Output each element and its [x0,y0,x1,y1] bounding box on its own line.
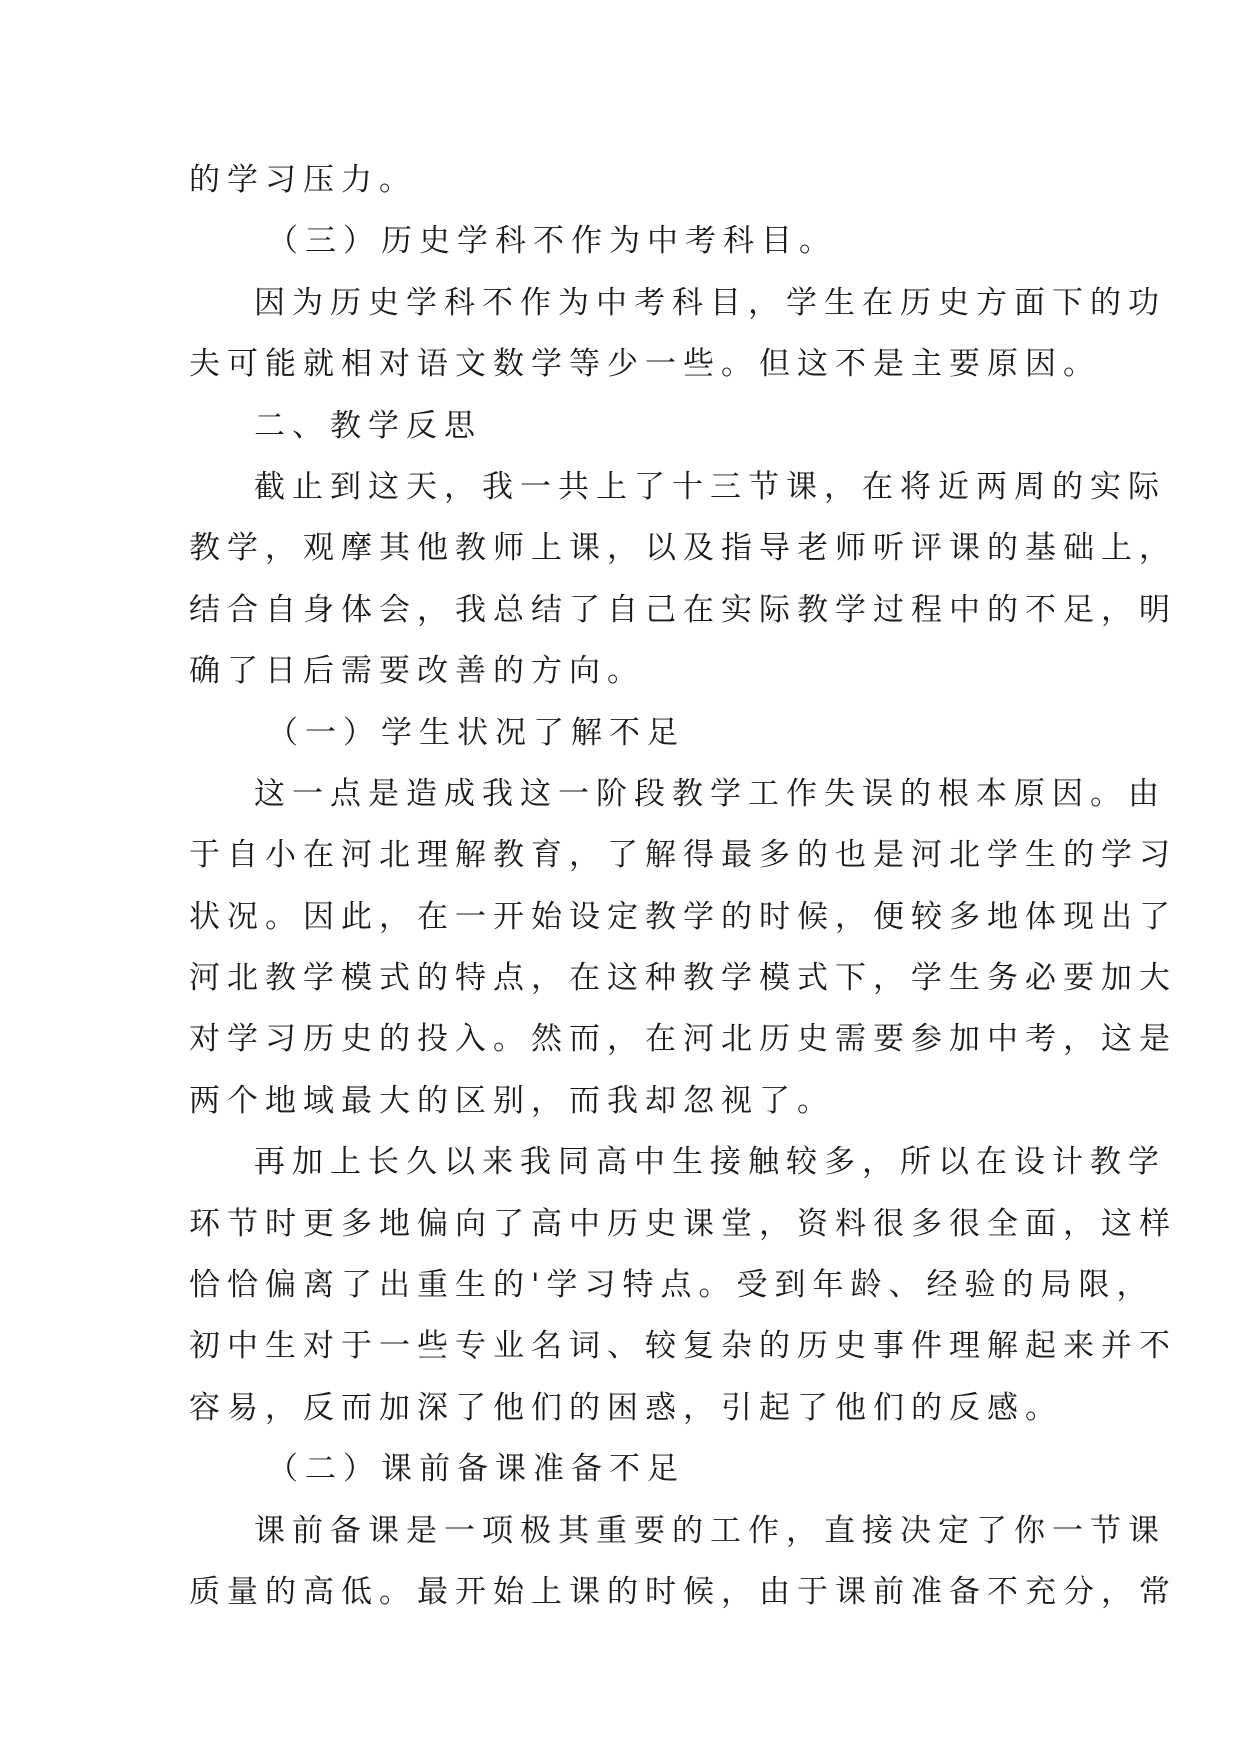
body-text [189,150,1177,1623]
text-line: 于自小在河北理解教育，了解得最多的也是河北学生的学习 [189,837,1177,874]
text-line: 确了日后需要改善的方向。 [189,653,645,690]
text-line: 课前备课是一项极其重要的工作，直接决定了你一节课 [254,1512,1166,1549]
text-line: 结合自身体会，我总结了自己在实际教学过程中的不足，明 [189,591,1177,628]
text-line: 两个地域最大的区别，而我却忽视了。 [189,1082,835,1119]
text-line: 教学，观摩其他教师上课，以及指导老师听评课的基础上， [189,530,1177,567]
text-line: 截止到这天，我一共上了十三节课，在将近两周的实际 [254,468,1166,505]
section-heading: （一）学生状况了解不足 [267,714,685,751]
text-line: 恰恰偏离了出重生的'学习特点。受到年龄、经验的局限， [189,1267,1155,1304]
text-line: 初中生对于一些专业名词、较复杂的历史事件理解起来并不 [189,1328,1177,1365]
text-line: 因为历史学科不作为中考科目，学生在历史方面下的功 [254,284,1166,321]
text-line: 状况。因此，在一开始设定教学的时候，便较多地体现出了 [189,898,1177,935]
text-line: 容易，反而加深了他们的困惑，引起了他们的反感。 [189,1389,1063,1426]
text-line: 质量的高低。最开始上课的时候，由于课前准备不充分，常 [189,1573,1177,1610]
text-line: 的学习压力。 [189,162,417,198]
text-line: 对学习历史的投入。然而，在河北历史需要参加中考，这是 [189,1021,1177,1058]
text-line: 夫可能就相对语文数学等少一些。但这不是主要原因。 [189,346,1101,383]
text-line: 再加上长久以来我同高中生接触较多，所以在设计教学 [254,1144,1166,1181]
section-heading: （二）课前备课准备不足 [267,1451,685,1488]
text-line: 这一点是造成我这一阶段教学工作失误的根本原因。由 [254,775,1166,812]
text-line: 环节时更多地偏向了高中历史课堂，资料很多很全面，这样 [189,1205,1177,1242]
section-heading: 二、教学反思 [254,407,482,444]
section-heading: （三）历史学科不作为中考科目。 [267,223,837,260]
text-line: 河北教学模式的特点，在这种教学模式下，学生务必要加大 [189,960,1177,997]
